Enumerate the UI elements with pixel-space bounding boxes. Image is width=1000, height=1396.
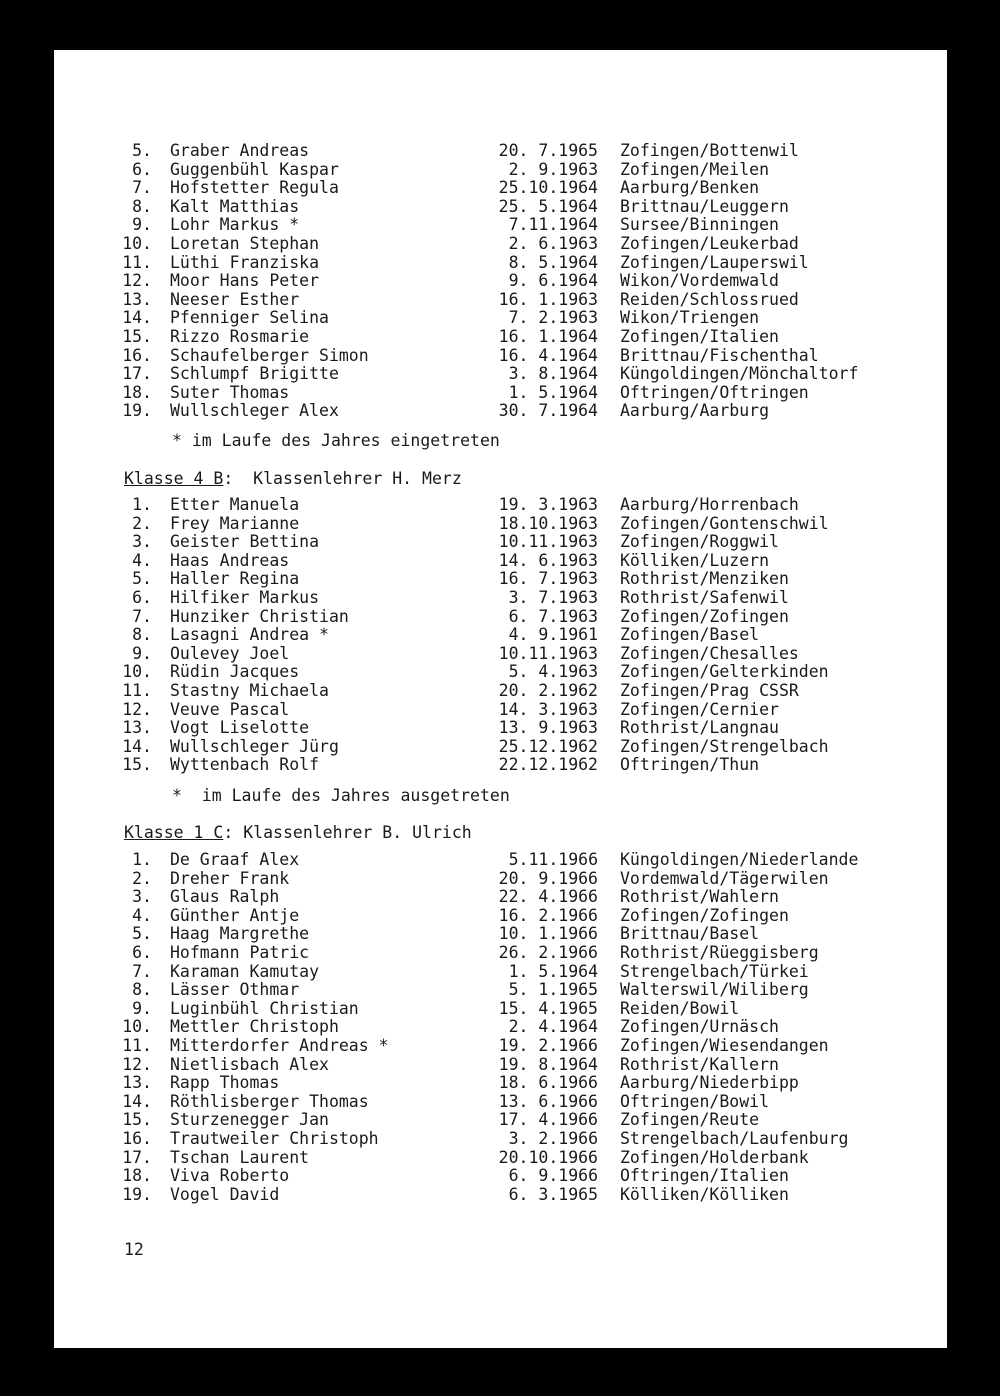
row-number: 11. [122,1035,152,1055]
student-list-section-3 [54,851,947,1204]
residence: Küngoldingen/Mönchaltorf [620,364,859,384]
table-row [54,608,947,627]
residence: Wikon/Triengen [620,308,760,328]
row-number: 9. [132,215,152,235]
birth-date: 3. 7.1963 [508,587,598,607]
row-number: 15. [122,755,152,775]
residence: Zofingen/Chesalles [620,643,799,663]
student-name: Suter Thomas [170,382,290,402]
birth-date: 20. 7.1965 [498,141,598,160]
table-row [54,515,947,534]
birth-date: 5.11.1966 [508,850,598,869]
table-row [54,235,947,254]
student-name: Dreher Frank [170,868,290,888]
birth-date: 16. 4.1964 [498,345,598,365]
student-name: Luginbühl Christian [170,998,359,1018]
student-name: Rüdin Jacques [170,662,300,682]
row-number: 18. [122,382,152,402]
table-row [54,1074,947,1093]
class-label: Klasse 4 B [124,469,224,488]
row-number: 2. [132,868,152,888]
residence: Aarburg/Benken [620,178,760,198]
birth-date: 30. 7.1964 [498,401,598,421]
residence: Rothrist/Langnau [620,718,779,738]
row-number: 8. [132,625,152,645]
birth-date: 3. 8.1964 [508,364,598,384]
residence: Kölliken/Luzern [620,550,770,570]
residence: Rothrist/Menziken [620,569,789,589]
row-number: 15. [122,326,152,346]
residence: Zofingen/Lauperswil [620,252,809,272]
table-row [54,291,947,310]
table-row [54,1130,947,1149]
student-name: Haller Regina [170,569,300,589]
row-number: 16. [122,345,152,365]
row-number: 19. [122,401,152,421]
table-row [54,1056,947,1075]
row-number: 2. [132,513,152,533]
row-number: 10. [122,662,152,682]
birth-date: 7.11.1964 [508,215,598,235]
residence: Sursee/Binningen [620,215,779,235]
row-number: 9. [132,998,152,1018]
student-name: Rizzo Rosmarie [170,326,310,346]
birth-date: 5. 1.1965 [508,980,598,1000]
class-header-4b [124,469,462,488]
birth-date: 10. 1.1966 [498,924,598,944]
residence: Aarburg/Horrenbach [620,495,799,514]
student-name: Sturzenegger Jan [170,1110,329,1130]
student-name: Loretan Stephan [170,233,320,253]
row-number: 1. [132,495,152,514]
residence: Oftringen/Oftringen [620,382,809,402]
row-number: 4. [132,905,152,925]
student-name: Lohr Markus * [170,215,300,235]
row-number: 8. [132,196,152,216]
birth-date: 16. 1.1963 [498,289,598,309]
table-row [54,701,947,720]
row-number: 14. [122,736,152,756]
residence: Kölliken/Kölliken [620,1184,789,1204]
residence: Zofingen/Zofingen [620,606,789,626]
residence: Oftringen/Thun [620,755,760,775]
student-name: Neeser Esther [170,289,300,309]
table-row [54,272,947,291]
residence: Wikon/Vordemwald [620,271,779,291]
birth-date: 19. 3.1963 [498,495,598,514]
birth-date: 20. 9.1966 [498,868,598,888]
residence: Strengelbach/Türkei [620,961,809,981]
birth-date: 18.10.1963 [498,513,598,533]
residence: Walterswil/Wiliberg [620,980,809,1000]
table-row [54,179,947,198]
residence: Zofingen/Zofingen [620,905,789,925]
birth-date: 2. 9.1963 [508,159,598,179]
student-name: Oulevey Joel [170,643,290,663]
table-row [54,738,947,757]
table-row [54,1000,947,1019]
table-row [54,328,947,347]
student-name: Vogt Liselotte [170,718,310,738]
residence: Zofingen/Basel [620,625,760,645]
residence: Rothrist/Rüeggisberg [620,942,819,962]
birth-date: 2. 6.1963 [508,233,598,253]
residence: Reiden/Bowil [620,998,740,1018]
row-number: 5. [132,569,152,589]
residence: Zofingen/Gontenschwil [620,513,829,533]
student-name: Nietlisbach Alex [170,1054,329,1074]
birth-date: 14. 6.1963 [498,550,598,570]
row-number: 7. [132,961,152,981]
row-number: 13. [122,718,152,738]
row-number: 12. [122,699,152,719]
residence: Brittnau/Basel [620,924,760,944]
row-number: 17. [122,364,152,384]
table-row [54,198,947,217]
student-name: Stastny Michaela [170,680,329,700]
birth-date: 20. 2.1962 [498,680,598,700]
residence: Zofingen/Cernier [620,699,779,719]
table-row [54,756,947,775]
row-number: 19. [122,1184,152,1204]
residence: Zofingen/Italien [620,326,779,346]
birth-date: 13. 9.1963 [498,718,598,738]
table-row [54,626,947,645]
birth-date: 16. 7.1963 [498,569,598,589]
table-row [54,216,947,235]
student-name: Wullschleger Jürg [170,736,339,756]
student-list-section-1 [54,142,947,421]
residence: Aarburg/Aarburg [620,401,770,421]
table-row [54,663,947,682]
student-name: Hofstetter Regula [170,178,339,198]
birth-date: 18. 6.1966 [498,1073,598,1093]
page-number: 12 [124,1240,144,1259]
birth-date: 9. 6.1964 [508,271,598,291]
residence: Zofingen/Gelterkinden [620,662,829,682]
residence: Brittnau/Fischenthal [620,345,819,365]
table-row [54,309,947,328]
student-name: Guggenbühl Kaspar [170,159,339,179]
row-number: 7. [132,606,152,626]
row-number: 5. [132,924,152,944]
residence: Strengelbach/Laufenburg [620,1128,849,1148]
student-name: Veuve Pascal [170,699,290,719]
residence: Rothrist/Kallern [620,1054,779,1074]
table-row [54,963,947,982]
residence: Zofingen/Meilen [620,159,770,179]
birth-date: 15. 4.1965 [498,998,598,1018]
row-number: 16. [122,1128,152,1148]
student-name: Lüthi Franziska [170,252,320,272]
row-number: 13. [122,1073,152,1093]
student-name: Schlumpf Brigitte [170,364,339,384]
row-number: 6. [132,159,152,179]
class-teacher: : Klassenlehrer B. Ulrich [223,823,472,842]
table-row [54,384,947,403]
residence: Zofingen/Urnäsch [620,1017,779,1037]
row-number: 17. [122,1147,152,1167]
student-name: Lasagni Andrea * [170,625,329,645]
table-row [54,944,947,963]
residence: Reiden/Schlossrued [620,289,799,309]
row-number: 6. [132,942,152,962]
student-name: Haag Margrethe [170,924,310,944]
birth-date: 25.10.1964 [498,178,598,198]
birth-date: 22.12.1962 [498,755,598,775]
student-name: Hilfiker Markus [170,587,320,607]
note-ausgetreten: * im Laufe des Jahres ausgetreten [172,786,510,805]
residence: Brittnau/Leuggern [620,196,789,216]
row-number: 15. [122,1110,152,1130]
class-header-1c [124,823,472,842]
birth-date: 25.12.1962 [498,736,598,756]
student-name: Hofmann Patric [170,942,310,962]
student-name: Wyttenbach Rolf [170,755,320,775]
residence: Zofingen/Strengelbach [620,736,829,756]
table-row [54,1167,947,1186]
birth-date: 8. 5.1964 [508,252,598,272]
row-number: 18. [122,1166,152,1186]
table-row [54,552,947,571]
student-name: Mettler Christoph [170,1017,339,1037]
birth-date: 19. 2.1966 [498,1035,598,1055]
residence: Zofingen/Holderbank [620,1147,809,1167]
birth-date: 6. 9.1966 [508,1166,598,1186]
birth-date: 22. 4.1966 [498,887,598,907]
row-number: 1. [132,850,152,869]
birth-date: 1. 5.1964 [508,382,598,402]
table-row [54,1037,947,1056]
birth-date: 16. 2.1966 [498,905,598,925]
residence: Zofingen/Wiesendangen [620,1035,829,1055]
student-name: Röthlisberger Thomas [170,1091,369,1111]
table-row [54,161,947,180]
birth-date: 20.10.1966 [498,1147,598,1167]
table-row [54,1186,947,1205]
student-name: Tschan Laurent [170,1147,310,1167]
residence: Zofingen/Roggwil [620,532,779,552]
table-row [54,1111,947,1130]
table-row [54,682,947,701]
birth-date: 10.11.1963 [498,643,598,663]
student-name: Graber Andreas [170,141,310,160]
table-row [54,870,947,889]
row-number: 11. [122,680,152,700]
residence: Küngoldingen/Niederlande [620,850,859,869]
student-list-section-2 [54,496,947,775]
table-row [54,533,947,552]
row-number: 8. [132,980,152,1000]
student-name: Moor Hans Peter [170,271,320,291]
residence: Oftringen/Bowil [620,1091,770,1111]
student-name: Glaus Ralph [170,887,280,907]
residence: Zofingen/Reute [620,1110,760,1130]
row-number: 10. [122,233,152,253]
student-name: Frey Marianne [170,513,300,533]
birth-date: 6. 7.1963 [508,606,598,626]
birth-date: 26. 2.1966 [498,942,598,962]
residence: Oftringen/Italien [620,1166,789,1186]
row-number: 6. [132,587,152,607]
table-row [54,851,947,870]
student-name: Etter Manuela [170,495,300,514]
residence: Zofingen/Prag CSSR [620,680,799,700]
birth-date: 6. 3.1965 [508,1184,598,1204]
birth-date: 25. 5.1964 [498,196,598,216]
birth-date: 19. 8.1964 [498,1054,598,1074]
student-name: Rapp Thomas [170,1073,280,1093]
table-row [54,1093,947,1112]
table-row [54,589,947,608]
birth-date: 7. 2.1963 [508,308,598,328]
table-row [54,719,947,738]
table-row [54,981,947,1000]
residence: Rothrist/Safenwil [620,587,789,607]
table-row [54,142,947,161]
residence: Aarburg/Niederbipp [620,1073,799,1093]
table-row [54,1018,947,1037]
table-row [54,365,947,384]
table-row [54,496,947,515]
table-row [54,347,947,366]
birth-date: 16. 1.1964 [498,326,598,346]
birth-date: 4. 9.1961 [508,625,598,645]
birth-date: 14. 3.1963 [498,699,598,719]
student-name: Trautweiler Christoph [170,1128,379,1148]
class-label: Klasse 1 C [124,823,224,842]
student-name: Kalt Matthias [170,196,300,216]
table-row [54,1149,947,1168]
student-name: De Graaf Alex [170,850,300,869]
table-row [54,254,947,273]
birth-date: 1. 5.1964 [508,961,598,981]
birth-date: 3. 2.1966 [508,1128,598,1148]
student-name: Hunziker Christian [170,606,349,626]
row-number: 5. [132,141,152,160]
student-name: Lässer Othmar [170,980,300,1000]
row-number: 14. [122,308,152,328]
student-name: Mitterdorfer Andreas * [170,1035,389,1055]
residence: Zofingen/Leukerbad [620,233,799,253]
table-row [54,907,947,926]
class-teacher: : Klassenlehrer H. Merz [223,469,462,488]
residence: Zofingen/Bottenwil [620,141,799,160]
row-number: 13. [122,289,152,309]
student-name: Viva Roberto [170,1166,290,1186]
row-number: 14. [122,1091,152,1111]
row-number: 11. [122,252,152,272]
student-name: Günther Antje [170,905,300,925]
row-number: 9. [132,643,152,663]
note-eingetreten: * im Laufe des Jahres eingetreten [172,431,500,450]
student-name: Wullschleger Alex [170,401,339,421]
residence: Vordemwald/Tägerwilen [620,868,829,888]
table-row [54,925,947,944]
residence: Rothrist/Wahlern [620,887,779,907]
row-number: 4. [132,550,152,570]
row-number: 10. [122,1017,152,1037]
student-name: Haas Andreas [170,550,290,570]
table-row [54,645,947,664]
table-row [54,570,947,589]
birth-date: 10.11.1963 [498,532,598,552]
table-row [54,402,947,421]
document-page [54,50,947,1348]
student-name: Geister Bettina [170,532,320,552]
birth-date: 2. 4.1964 [508,1017,598,1037]
student-name: Schaufelberger Simon [170,345,369,365]
table-row [54,888,947,907]
row-number: 12. [122,271,152,291]
birth-date: 13. 6.1966 [498,1091,598,1111]
row-number: 3. [132,532,152,552]
row-number: 3. [132,887,152,907]
row-number: 7. [132,178,152,198]
birth-date: 17. 4.1966 [498,1110,598,1130]
student-name: Karaman Kamutay [170,961,320,981]
birth-date: 5. 4.1963 [508,662,598,682]
student-name: Vogel David [170,1184,280,1204]
row-number: 12. [122,1054,152,1074]
student-name: Pfenniger Selina [170,308,329,328]
